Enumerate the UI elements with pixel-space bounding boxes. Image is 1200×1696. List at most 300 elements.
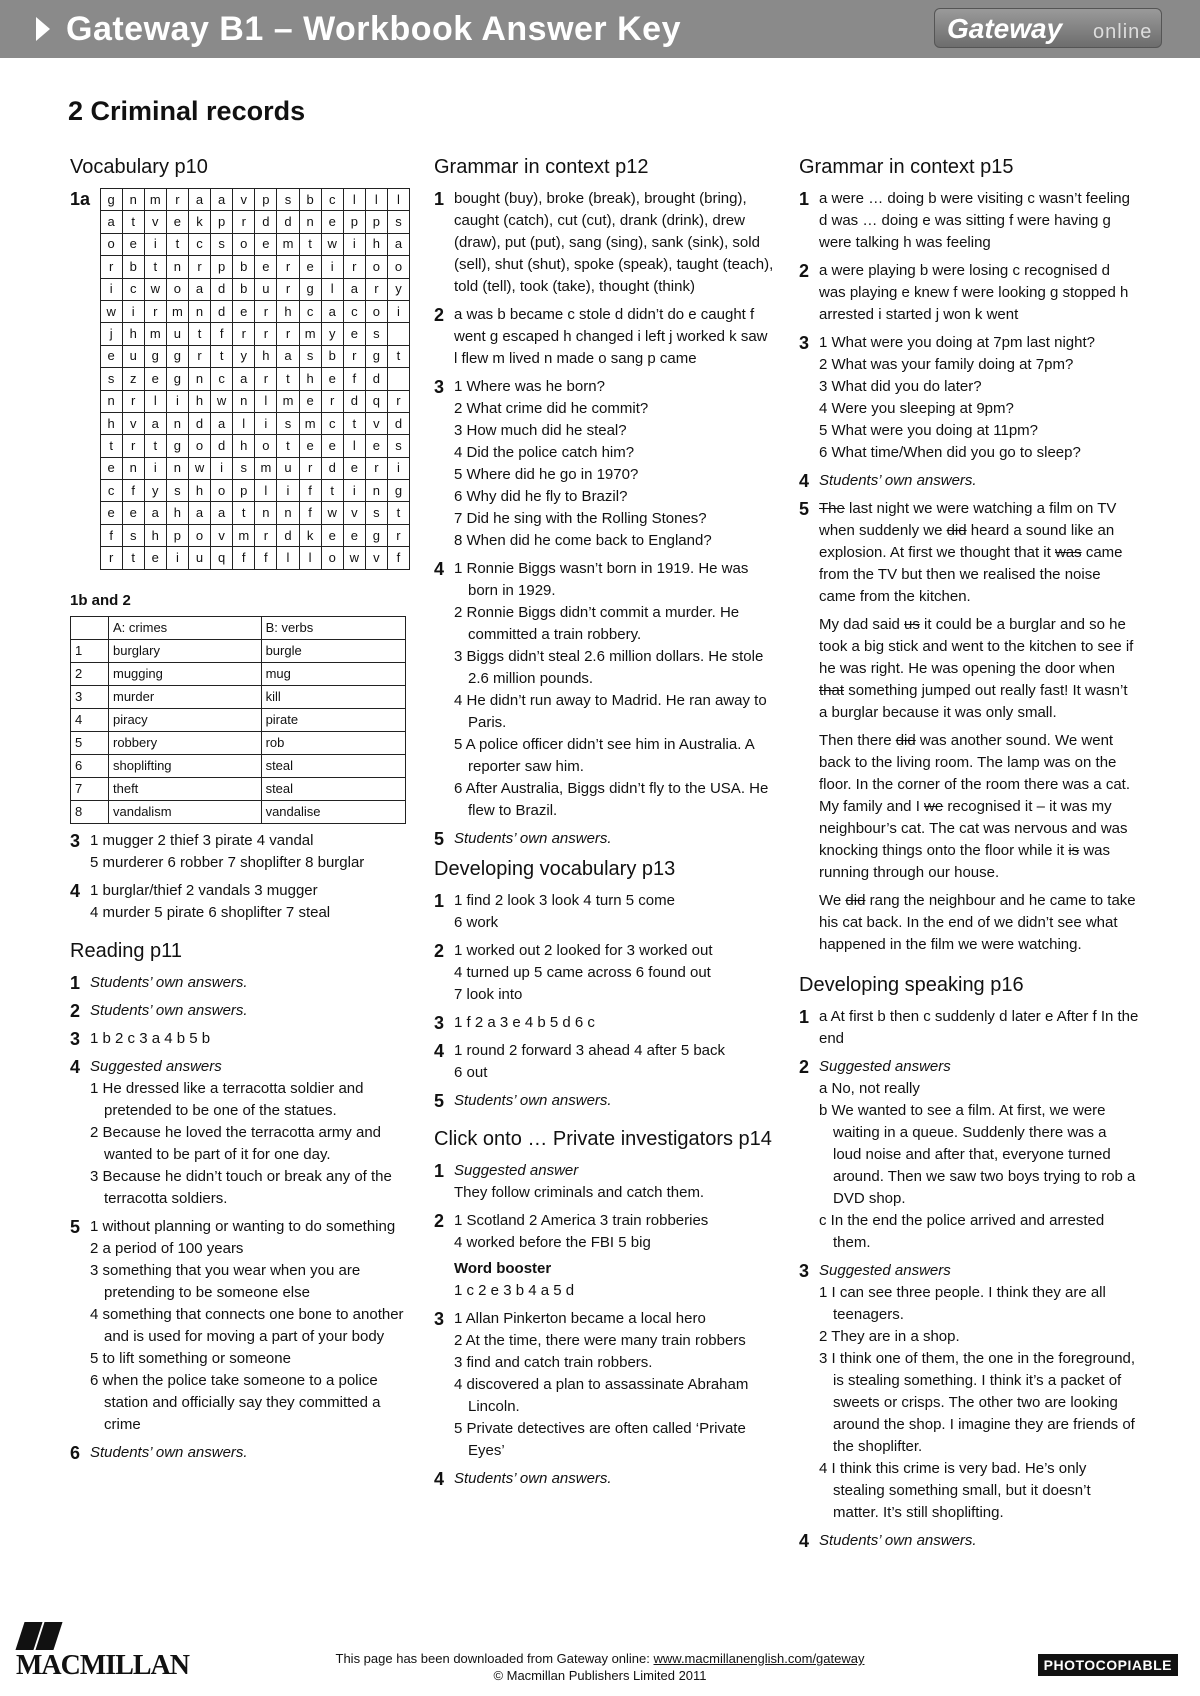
wordsearch-cell: d (211, 300, 233, 322)
wordsearch-cell: t (188, 323, 210, 345)
exercise-4: 4 Students’ own answers. (799, 1531, 977, 1551)
answer-line: 2 Because he loved the terracotta army and wanted to be part of it for one day. (90, 1123, 382, 1163)
word-booster-heading: Word booster (454, 1260, 552, 1277)
wordsearch-cell: o (188, 435, 210, 457)
answer-line: 6 Why did he fly to Brazil? (454, 488, 628, 505)
exercise-1: 1 a were … doing b were visiting c wasn’t feeling d was … doing e was sitting f were having g were talking h was feeling (799, 188, 1139, 254)
answer-line: 2 They are in a shop. (819, 1328, 960, 1345)
wordsearch-cell: i (387, 457, 409, 479)
wordsearch-cell: s (122, 524, 144, 546)
wordsearch-cell: i (211, 457, 233, 479)
deleted-word: did (845, 892, 866, 909)
wordsearch-cell: g (100, 189, 122, 211)
wordsearch-cell: f (387, 547, 409, 569)
wordsearch-cell: g (166, 435, 188, 457)
wordsearch-cell: r (277, 256, 299, 278)
exercise-1: 1 a At first b then c suddenly d later e After f In the end (799, 1006, 1139, 1050)
exercise-2: 2 Students’ own answers. (70, 1000, 248, 1021)
wordsearch-cell: g (387, 480, 409, 502)
answer-line: 3 find and catch train robbers. (454, 1354, 653, 1371)
wordsearch-cell: h (166, 502, 188, 524)
wordsearch-cell: w (144, 278, 166, 300)
wordsearch-cell: s (277, 189, 299, 211)
section-heading-grammar: Grammar in context p15 (799, 156, 1014, 178)
wordsearch-cell: v (365, 412, 387, 434)
wordsearch-cell: h (277, 300, 299, 322)
wordsearch-cell: a (188, 189, 210, 211)
wordsearch-cell: e (122, 502, 144, 524)
wordsearch-cell: r (365, 457, 387, 479)
section-heading-vocabulary: Vocabulary p10 (70, 156, 208, 178)
wordsearch-cell: l (299, 547, 321, 569)
answer-line: 1 find 2 look 3 look 4 turn 5 come (454, 892, 675, 909)
wordsearch-cell: d (255, 211, 277, 233)
wordsearch-row (100, 233, 409, 255)
arrow-icon (36, 17, 50, 41)
answer-line: Students’ own answers. (90, 973, 248, 991)
wordsearch-cell: w (321, 233, 343, 255)
column-middle (434, 154, 774, 1496)
answer-intro: Suggested answers (90, 1057, 222, 1075)
answer-line: 1 I can see three people. I think they are all teenagers. (819, 1284, 1106, 1323)
wordsearch-row (100, 412, 409, 434)
wordsearch-cell: l (277, 547, 299, 569)
crimes-table (70, 616, 406, 824)
photocopiable-badge: PHOTOCOPIABLE (1038, 1654, 1178, 1676)
section-heading-click-onto: Click onto … Private investigators p14 (434, 1128, 772, 1150)
answer-line: bought (buy), broke (break), brought (bring), caught (catch), cut (cut), drank (drink), drew (draw), put (put), sang (sing), sank (sink), sold (sell), shut (shut), spoke (speak), taught (teach), told (tell), took (take), thought (think) (454, 190, 774, 295)
wordsearch-cell: n (365, 480, 387, 502)
table-header-cell: B: verbs (261, 616, 405, 639)
wordsearch-cell: g (166, 345, 188, 367)
answer-line: 1 He dressed like a terracotta soldier and pretended to be one of the statues. (90, 1079, 364, 1119)
table-cell: piracy (109, 708, 262, 731)
wordsearch-cell: p (233, 480, 255, 502)
exercise-3: 3 1 mugger 2 thief 3 pirate 4 vandal 5 murderer 6 robber 7 shoplifter 8 burglar (70, 830, 410, 874)
answer-line: Students’ own answers. (819, 472, 977, 489)
wordsearch-cell: c (321, 189, 343, 211)
wordsearch-row (100, 480, 409, 502)
wordsearch-cell: t (387, 502, 409, 524)
exercise-2: 2 1 worked out 2 looked for 3 worked out 4 turned up 5 came across 6 found out 7 look into (434, 940, 774, 1006)
exercise-3: 3 1 f 2 a 3 e 4 b 5 d 6 c (434, 1012, 774, 1034)
wordsearch-cell: r (188, 256, 210, 278)
wordsearch-row (100, 457, 409, 479)
answer-line: a At first b then c suddenly d later e After f In the end (819, 1008, 1139, 1047)
wordsearch-cell: s (166, 480, 188, 502)
wordsearch-cell: s (211, 233, 233, 255)
wordsearch-cell: e (255, 233, 277, 255)
wordsearch-cell: v (365, 547, 387, 569)
answer-line: 1 worked out 2 looked for 3 worked out (454, 942, 713, 959)
answer-line: 2 What crime did he commit? (454, 400, 649, 417)
wordsearch-cell: h (299, 368, 321, 390)
wordsearch-cell: h (122, 323, 144, 345)
wordsearch-cell: o (321, 547, 343, 569)
wordsearch-cell: r (299, 457, 321, 479)
story-paragraph: The last night we were watching a film on TV when suddenly we did heard a sound like an explosion. At first we thought that it was came from the TV but then we realised the noise came from the kitchen. (819, 500, 1123, 605)
wordsearch-row (100, 278, 409, 300)
answer-line: 6 After Australia, Biggs didn’t fly to the USA. He flew to Brazil. (454, 780, 769, 819)
wordsearch-cell: c (100, 480, 122, 502)
wordsearch-cell: c (211, 368, 233, 390)
wordsearch-cell: o (188, 524, 210, 546)
deleted-word: did (946, 522, 967, 539)
wordsearch-cell: o (365, 300, 387, 322)
exercise-1: 1 Students’ own answers. (70, 972, 248, 993)
answer-line: Students’ own answers. (454, 1092, 612, 1109)
wordsearch-cell: t (277, 435, 299, 457)
wordsearch-cell: y (233, 345, 255, 367)
answer-line: a was b became c stole d didn’t do e caught f went g escaped h changed i left j worked k saw l flew m lived n made o sang p came (454, 306, 768, 367)
logo-sub-text: online (1093, 21, 1153, 43)
table-cell: mugging (109, 662, 262, 685)
answer-line: 2 What was your family doing at 7pm? (819, 356, 1074, 373)
wordsearch-cell: a (188, 278, 210, 300)
answer-intro: Suggested answers (819, 1262, 951, 1279)
table-row (71, 708, 406, 731)
column-right (799, 154, 1139, 1558)
wordsearch-cell: f (299, 480, 321, 502)
footer-link[interactable]: www.macmillanenglish.com/gateway (653, 1651, 865, 1666)
table-row (71, 777, 406, 800)
wordsearch-cell: o (255, 435, 277, 457)
wordsearch-cell: h (233, 435, 255, 457)
answer-line: 5 Private detectives are often called ‘Private Eyes’ (454, 1420, 746, 1459)
wordsearch-cell: e (122, 233, 144, 255)
answer-line: They follow criminals and catch them. (454, 1184, 705, 1201)
wordsearch-cell: u (188, 547, 210, 569)
table-cell: 6 (71, 754, 109, 777)
wordsearch-cell: s (233, 457, 255, 479)
table-cell: rob (261, 731, 405, 754)
wordsearch-cell: l (144, 390, 166, 412)
exercise-5: 5 1 without planning or wanting to do something 2 a period of 100 years 3 something that you wear when you are pretending to be someone else 4 something that connects one bone to another and is used for moving a part of your body 5 to lift something or someone 6 when the police take someone to a police station and officially say they committed a crime (70, 1216, 410, 1436)
answer-line: 7 look into (454, 986, 523, 1003)
answer-intro: Suggested answers (819, 1058, 951, 1075)
wordsearch-cell: r (100, 547, 122, 569)
wordsearch-cell: r (255, 300, 277, 322)
exercise-5: 5 Students’ own answers. (434, 829, 612, 849)
wordsearch-cell (387, 368, 409, 390)
wordsearch-cell: t (321, 480, 343, 502)
wordsearch-cell: s (299, 345, 321, 367)
wordsearch-cell: i (144, 457, 166, 479)
answer-line: a were playing b were losing c recognised d was playing e knew f were looking g stopped h arrested i started j won k went (819, 262, 1129, 323)
wordsearch-grid (100, 188, 410, 570)
answer-line: 3 Biggs didn’t steal 2.6 million dollars. He stole 2.6 million pounds. (454, 648, 764, 687)
answer-line: 2 At the time, there were many train robbers (454, 1332, 746, 1349)
wordsearch-cell: e (343, 457, 365, 479)
answer-line: a No, not really (819, 1080, 920, 1097)
wordsearch-row (100, 189, 409, 211)
wordsearch-cell: n (255, 502, 277, 524)
wordsearch-cell: m (144, 189, 166, 211)
wordsearch-cell: d (188, 412, 210, 434)
deleted-word: is (1068, 842, 1080, 859)
header-banner (0, 0, 1200, 58)
answer-line: 7 Did he sing with the Rolling Stones? (454, 510, 707, 527)
wordsearch-cell: c (299, 300, 321, 322)
answer-line: 5 Where did he go in 1970? (454, 466, 639, 483)
table-cell: pirate (261, 708, 405, 731)
story-paragraph: We did rang the neighbour and he came to take his cat back. In the end of we didn’t see what happened in the film we were watching. (819, 892, 1136, 953)
wordsearch-row (100, 502, 409, 524)
wordsearch-cell: r (255, 368, 277, 390)
answer-line: 1 f 2 a 3 e 4 b 5 d 6 c (454, 1014, 595, 1031)
answer-line: b We wanted to see a film. At first, we were waiting in a queue. Suddenly there was a loud noise and after that, everyone turned around. Then we saw two boys trying to rob a DVD shop. (819, 1102, 1136, 1207)
answer-line: 4 something that connects one bone to another and is used for moving a part of your body (90, 1305, 404, 1345)
wordsearch-cell: o (166, 278, 188, 300)
exercise-3: 3 Suggested answers 1 I can see three people. I think they are all teenagers. 2 They are in a shop. 3 I think one of them, the one in the foreground, is stealing something. I think it’s a packet of sweets or crisps. The other two are looking around the shop. I imagine they are friends of the shoplifter. 4 I think this crime is very bad. He’s only stealing something small, but it doesn’t matter. It’s still shoplifting. (799, 1260, 1139, 1524)
wordsearch-cell: b (233, 278, 255, 300)
wordsearch-cell: r (343, 345, 365, 367)
wordsearch-cell: v (343, 502, 365, 524)
table-cell: 4 (71, 708, 109, 731)
answer-line: Students’ own answers. (454, 1470, 612, 1487)
column-left (70, 154, 410, 1470)
answer-line: 5 A police officer didn’t see him in Australia. A reporter saw him. (454, 736, 754, 775)
wordsearch-cell: r (387, 524, 409, 546)
wordsearch-cell: m (233, 524, 255, 546)
wordsearch-cell: m (255, 457, 277, 479)
wordsearch-cell: p (255, 189, 277, 211)
wordsearch-cell: e (100, 345, 122, 367)
wordsearch-row (100, 368, 409, 390)
wordsearch-cell (387, 323, 409, 345)
section-heading-developing-vocabulary: Developing vocabulary p13 (434, 858, 676, 880)
wordsearch-cell: i (343, 233, 365, 255)
answer-line: 3 I think one of them, the one in the foreground, is stealing something. I think it’s a packet of sweets or crisps. The other two are looking around the shop. I imagine they are friends of the shoplifter. (819, 1350, 1136, 1455)
wordsearch-cell: h (188, 480, 210, 502)
page-title: Gateway B1 – Workbook Answer Key (66, 10, 681, 48)
wordsearch-cell: e (321, 435, 343, 457)
wordsearch-cell: i (277, 480, 299, 502)
wordsearch-cell: m (144, 323, 166, 345)
answer-line: 1 Ronnie Biggs wasn’t born in 1919. He was born in 1929. (454, 560, 749, 599)
wordsearch-cell: l (343, 435, 365, 457)
wordsearch-cell: d (277, 524, 299, 546)
wordsearch-cell: r (188, 345, 210, 367)
wordsearch-cell: f (343, 368, 365, 390)
wordsearch-cell: y (387, 278, 409, 300)
table-cell: steal (261, 777, 405, 800)
answer-line: 6 What time/When did you go to sleep? (819, 444, 1081, 461)
exercise-4: 4 Students’ own answers. (799, 471, 977, 491)
wordsearch-cell: i (166, 390, 188, 412)
exercise-2: 2 a were playing b were losing c recognised d was playing e knew f were looking g stopped h arrested i started j won k went (799, 260, 1139, 326)
exercise-6: 6 Students’ own answers. (70, 1442, 248, 1463)
answer-line: 3 something that you wear when you are pretending to be someone else (90, 1261, 361, 1301)
wordsearch-cell: f (100, 524, 122, 546)
wordsearch-cell: e (365, 435, 387, 457)
wordsearch-cell: n (122, 457, 144, 479)
wordsearch-cell: b (233, 256, 255, 278)
wordsearch-cell: n (100, 390, 122, 412)
table-header-row (71, 616, 406, 639)
wordsearch-cell: o (211, 480, 233, 502)
wordsearch-cell: r (122, 435, 144, 457)
answer-line: 1 mugger 2 thief 3 pirate 4 vandal (90, 831, 314, 849)
wordsearch-cell: l (343, 189, 365, 211)
wordsearch-cell: n (122, 189, 144, 211)
wordsearch-cell: h (188, 390, 210, 412)
wordsearch-cell: n (166, 256, 188, 278)
exercise-3: 3 1 Where was he born? 2 What crime did he commit? 3 How much did he steal? 4 Did the police catch him? 5 Where did he go in 1970? 6 Why did he fly to Brazil? 7 Did he sing with the Rolling Stones? 8 When did he come back to England? (434, 376, 774, 552)
wordsearch-cell: l (255, 390, 277, 412)
exercise-1: 1 bought (buy), broke (break), brought (bring), caught (catch), cut (cut), drank (drink), drew (draw), put (put), sang (sing), sank (sink), sold (sell), shut (shut), spoke (speak), taught (teach), told (tell), took (take), thought (think) (434, 188, 774, 298)
wordsearch-cell: p (211, 256, 233, 278)
exercise-3: 3 1 Allan Pinkerton became a local hero 2 At the time, there were many train robbers 3 find and catch train robbers. 4 discovered a plan to assassinate Abraham Lincoln. 5 Private detectives are often called ‘Private Eyes’ (434, 1308, 774, 1462)
wordsearch-cell: e (343, 323, 365, 345)
exercise-4: 4 1 Ronnie Biggs wasn’t born in 1919. He was born in 1929. 2 Ronnie Biggs didn’t commit a murder. He committed a train robbery. 3 Biggs didn’t steal 2.6 million dollars. He stole 2.6 million pounds. 4 He didn’t run away to Madrid. He ran away to Paris. 5 A police officer didn’t see him in Australia. A reporter saw him. 6 After Australia, Biggs didn’t fly to the USA. He flew to Brazil. (434, 558, 774, 822)
wordsearch-cell: v (144, 211, 166, 233)
wordsearch-cell: r (343, 256, 365, 278)
wordsearch-cell: a (277, 345, 299, 367)
answer-line: 3 How much did he steal? (454, 422, 627, 439)
table-cell: mug (261, 662, 405, 685)
wordsearch-cell: e (299, 390, 321, 412)
wordsearch-cell: d (211, 278, 233, 300)
wordsearch-cell: n (277, 502, 299, 524)
wordsearch-cell: o (365, 256, 387, 278)
wordsearch-row (100, 256, 409, 278)
wordsearch-cell: b (299, 189, 321, 211)
copyright: © Macmillan Publishers Limited 2011 (493, 1668, 707, 1683)
table-cell: vandalism (109, 800, 262, 823)
answer-line: 4 turned up 5 came across 6 found out (454, 964, 711, 981)
answer-line: 1 round 2 forward 3 ahead 4 after 5 back (454, 1042, 726, 1059)
wordsearch-cell: r (365, 278, 387, 300)
table-cell: 3 (71, 685, 109, 708)
answer-line: Students’ own answers. (454, 830, 612, 847)
publisher-name: MACMILLAN (16, 1650, 189, 1681)
exercise-4: 4 Students’ own answers. (434, 1469, 612, 1489)
wordsearch-cell: b (321, 345, 343, 367)
exercise-3: 3 1 b 2 c 3 a 4 b 5 b (70, 1028, 410, 1050)
wordsearch-cell: a (211, 412, 233, 434)
wordsearch-cell: f (255, 547, 277, 569)
answer-line: 4 He didn’t run away to Madrid. He ran away to Paris. (454, 692, 767, 731)
answer-line: 1 What were you doing at 7pm last night? (819, 334, 1095, 351)
gateway-logo[interactable] (934, 8, 1162, 48)
wordsearch-cell: w (188, 457, 210, 479)
wordsearch-cell: o (387, 256, 409, 278)
exercise-5: 5 Students’ own answers. (434, 1091, 612, 1111)
wordsearch-cell: a (343, 278, 365, 300)
wordsearch-cell: r (233, 323, 255, 345)
wordsearch-cell: i (100, 278, 122, 300)
wordsearch-cell: w (100, 300, 122, 322)
wordsearch-cell: g (365, 345, 387, 367)
wordsearch-row (100, 300, 409, 322)
wordsearch-cell: h (100, 412, 122, 434)
wordsearch-cell: r (387, 390, 409, 412)
answer-line: 6 work (454, 914, 499, 931)
section-heading-reading: Reading p11 (70, 939, 182, 962)
wordsearch-cell: i (343, 480, 365, 502)
wordsearch-cell: q (211, 547, 233, 569)
wordsearch-cell: a (233, 368, 255, 390)
wordsearch-cell: t (299, 233, 321, 255)
wordsearch-cell: t (100, 435, 122, 457)
wordsearch-cell: y (321, 323, 343, 345)
wordsearch-cell: z (122, 368, 144, 390)
answer-line: Students’ own answers. (819, 1532, 977, 1549)
wordsearch-cell: t (233, 502, 255, 524)
wordsearch-cell: a (100, 211, 122, 233)
wordsearch-cell: a (211, 189, 233, 211)
answer-line: 1 Where was he born? (454, 378, 605, 395)
table-cell: vandalise (261, 800, 405, 823)
wordsearch-cell: i (255, 412, 277, 434)
wordsearch-cell: s (387, 435, 409, 457)
answer-line: 3 What did you do later? (819, 378, 982, 395)
answer-line: 2 a period of 100 years (90, 1239, 244, 1257)
wordsearch-cell: t (211, 345, 233, 367)
wordsearch-cell: t (144, 435, 166, 457)
wordsearch-cell: w (343, 547, 365, 569)
wordsearch-cell: a (144, 502, 166, 524)
wordsearch-cell: r (144, 300, 166, 322)
wordsearch-cell: d (211, 435, 233, 457)
exercise-4: 4 1 round 2 forward 3 ahead 4 after 5 back 6 out (434, 1040, 774, 1084)
wordsearch-cell: t (387, 345, 409, 367)
footer-text (0, 1650, 1200, 1684)
wordsearch-cell: e (299, 256, 321, 278)
answer-line: 3 Because he didn’t touch or break any of the terracotta soldiers. (90, 1167, 392, 1207)
exercise-1: 1 Suggested answer They follow criminals and catch them. (434, 1160, 774, 1204)
wordsearch-cell: y (144, 480, 166, 502)
answer-line: a were … doing b were visiting c wasn’t feeling d was … doing e was sitting f were having g were talking h was feeling (819, 190, 1130, 251)
wordsearch-cell: h (255, 345, 277, 367)
wordsearch-cell: q (365, 390, 387, 412)
wordsearch-cell: g (365, 524, 387, 546)
wordsearch-block (70, 188, 410, 570)
wordsearch-cell: r (255, 323, 277, 345)
wordsearch-row (100, 547, 409, 569)
wordsearch-cell: p (211, 211, 233, 233)
answer-line: Students’ own answers. (90, 1443, 248, 1461)
exercise-label: 1a (70, 189, 91, 209)
wordsearch-cell: p (343, 211, 365, 233)
wordsearch-cell: u (122, 345, 144, 367)
wordsearch-row (100, 435, 409, 457)
table-cell: theft (109, 777, 262, 800)
deleted-word: that (819, 682, 845, 699)
wordsearch-cell: g (144, 345, 166, 367)
table-cell: steal (261, 754, 405, 777)
table-row (71, 754, 406, 777)
deleted-word: did (895, 732, 916, 749)
wordsearch-cell: h (144, 524, 166, 546)
table-row (71, 731, 406, 754)
wordsearch-cell: d (321, 457, 343, 479)
wordsearch-cell: i (387, 300, 409, 322)
exercise-2: 2 Suggested answers a No, not really b We wanted to see a film. At first, we were waiting in a queue. Suddenly there was a loud noise and after that, everyone turned around. Then we saw two boys trying to rob a DVD shop. c In the end the police arrived and arrested them. (799, 1056, 1139, 1254)
wordsearch-cell: n (299, 211, 321, 233)
table-heading: 1b and 2 (70, 591, 131, 609)
deleted-word: was (1054, 544, 1082, 561)
wordsearch-cell: c (122, 278, 144, 300)
wordsearch-cell: i (144, 233, 166, 255)
wordsearch-cell: s (387, 211, 409, 233)
wordsearch-cell: s (277, 412, 299, 434)
wordsearch-cell: v (122, 412, 144, 434)
wordsearch-cell: r (100, 256, 122, 278)
wordsearch-cell: l (365, 189, 387, 211)
table-cell: burglary (109, 639, 262, 662)
